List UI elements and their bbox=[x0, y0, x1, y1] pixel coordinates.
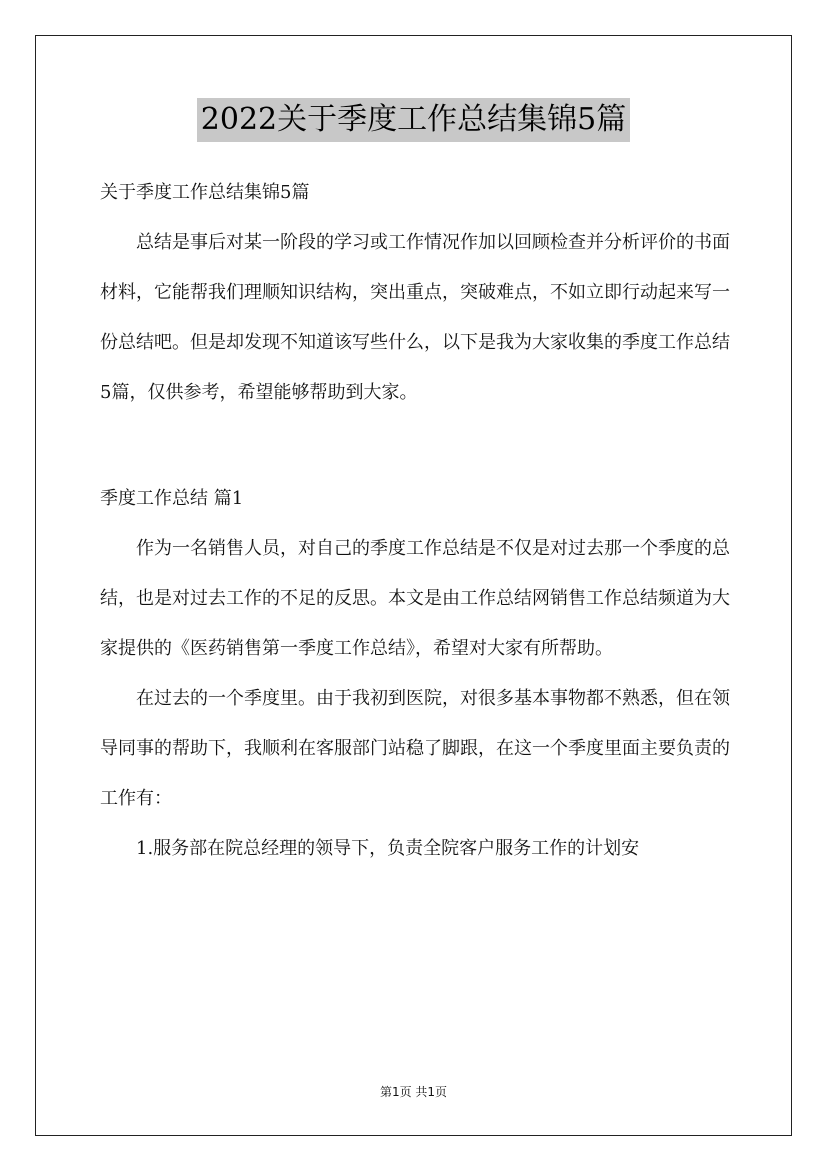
title-container bbox=[0, 98, 827, 142]
page-number-footer: 第1页 共1页 bbox=[379, 1085, 448, 1099]
document-title: 2022关于季度工作总结集锦5篇 bbox=[197, 98, 630, 142]
body-paragraph-1: 作为一名销售人员，对自己的季度工作总结是不仅是对过去那一个季度的总结，也是对过去工作的不足的反思。本文是由工作总结网销售工作总结频道为大家提供的《医药销售第一季度工作总结》，希望对大家有所帮助。 bbox=[100, 538, 730, 659]
body-paragraph-3: 1.服务部在院总经理的领导下，负责全院客户服务工作的计划安 bbox=[136, 838, 640, 859]
document-body bbox=[100, 168, 730, 874]
body-paragraph-2: 在过去的一个季度里。由于我初到医院，对很多基本事物都不熟悉，但在领导同事的帮助下，我顺利在客服部门站稳了脚跟，在这一个季度里面主要负责的工作有： bbox=[100, 688, 730, 809]
document-subtitle: 关于季度工作总结集锦5篇 bbox=[100, 182, 310, 203]
section-gap bbox=[100, 418, 730, 474]
intro-paragraph: 总结是事后对某一阶段的学习或工作情况作加以回顾检查并分析评价的书面材料，它能帮我们理顺知识结构，突出重点，突破难点，不如立即行动起来写一份总结吧。但是却发现不知道该写些什么，以下是我为大家收集的季度工作总结5篇，仅供参考，希望能够帮助到大家。 bbox=[100, 232, 730, 403]
section-heading: 季度工作总结 篇1 bbox=[100, 488, 244, 509]
